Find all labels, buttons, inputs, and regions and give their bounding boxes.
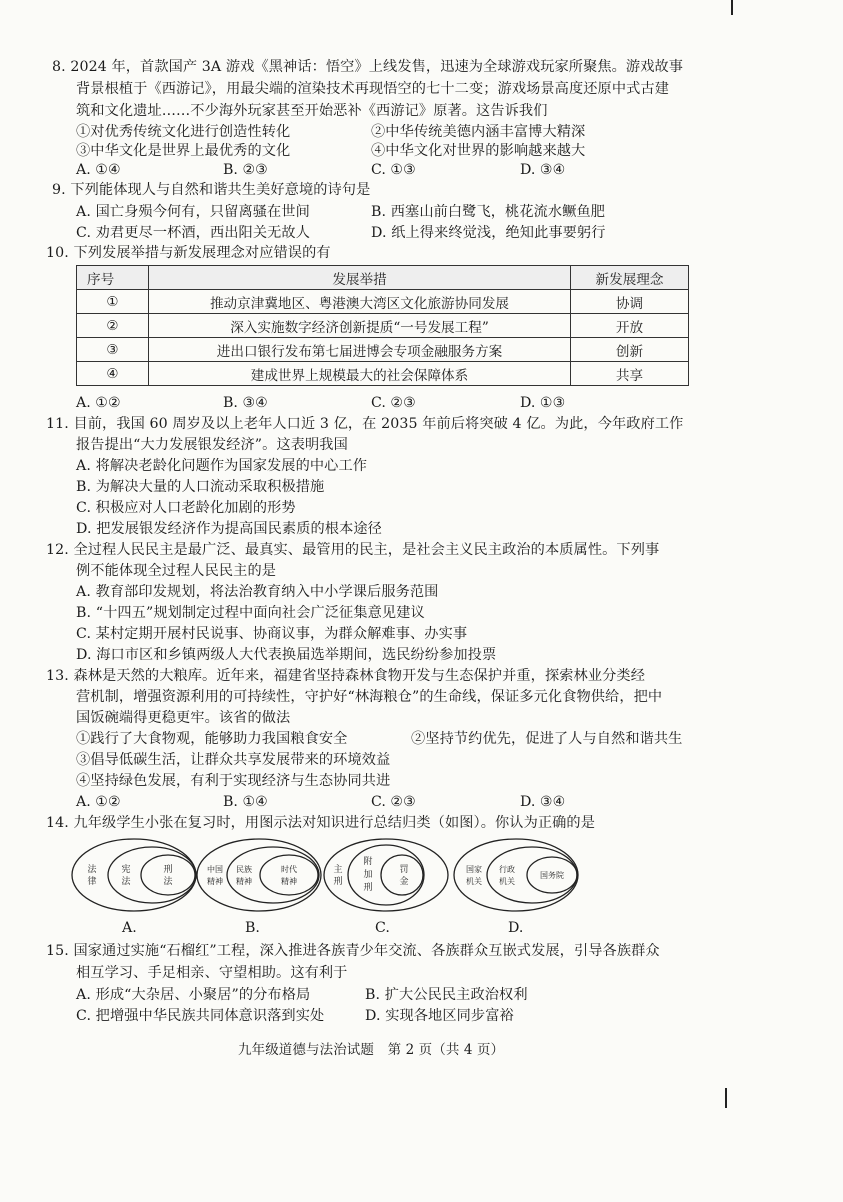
diagram-b-inner-label: 精神: [281, 877, 297, 886]
q14-diagram-a: [70, 835, 200, 915]
scan-mark-top: [731, 0, 733, 15]
q14-choice-a: A.: [122, 920, 137, 936]
table-cell: 建成世界上规模最大的社会保障体系: [149, 362, 571, 386]
table-row: [77, 362, 689, 386]
diagram-c-inner-label: 罚: [399, 865, 409, 875]
q14-diagram-d: [452, 835, 582, 915]
table-cell: ①: [77, 290, 149, 314]
q9-choice-c: C. 劝君更尽一杯酒，西出阳关无故人: [76, 225, 310, 241]
q8-stem-line3: 筑和文化遗址……不少海外玩家甚至开始恶补《西游记》原著。这告诉我们: [76, 103, 548, 119]
q9-stem: 9. 下列能体现人与自然和谐共生美好意境的诗句是: [52, 182, 371, 198]
diagram-b-middle-label: 精神: [236, 877, 252, 886]
q10-stem: 10. 下列发展举措与新发展理念对应错误的有: [46, 245, 331, 261]
q14-diagram-c: [322, 835, 452, 915]
q13-option-1: ①践行了大食物观，能够助力我国粮食安全: [76, 731, 348, 747]
table-header-row: [77, 266, 689, 290]
table-cell: 创新: [571, 338, 689, 362]
q13-choice-b: B. ①④: [223, 794, 268, 810]
diagram-d-outer-label: 机关: [466, 877, 482, 886]
q10-choice-d: D. ①③: [520, 395, 566, 411]
q8-option-3: ③中华文化是世界上最优秀的文化: [76, 143, 291, 159]
q14-choice-b: B.: [245, 920, 260, 936]
q8-choice-d: D. ③④: [520, 162, 566, 178]
q12-choice-d: D. 海口市区和乡镇两级人大代表换届选举期间，选民纷纷参加投票: [76, 647, 497, 663]
table-cell: 共享: [571, 362, 689, 386]
table-header-cell: 序号: [77, 266, 149, 290]
diagram-b-outer-label: 精神: [207, 877, 223, 886]
diagram-c-outer-label: 刑: [333, 877, 343, 887]
table-header-cell: 发展举措: [149, 266, 571, 290]
table-row: [77, 290, 689, 314]
q8-choice-c: C. ①③: [371, 162, 416, 178]
diagram-a-middle-label: 宪: [121, 865, 131, 875]
q11-choice-d: D. 把发展银发经济作为提高国民素质的根本途径: [76, 521, 382, 537]
q14-stem: 14. 九年级学生小张在复习时，用图示法对知识进行总结归类（如图）。你认为正确的是: [46, 815, 596, 831]
q12-stem-line2: 例不能体现全过程人民民主的是: [76, 563, 277, 579]
q14-choice-d: D.: [508, 920, 524, 936]
q15-stem-line2: 相互学习、手足相亲、守望相助。这有利于: [76, 965, 348, 981]
q15-choice-c: C. 把增强中华民族共同体意识落到实处: [76, 1008, 325, 1024]
q13-option-2: ②坚持节约优先，促进了人与自然和谐共生: [411, 731, 683, 747]
diagram-a-middle-label: 法: [121, 877, 131, 887]
q8-stem-line1: 8. 2024 年，首款国产 3A 游戏《黑神话：悟空》上线发售，迅速为全球游戏玩家所聚焦。游戏故事: [52, 59, 684, 75]
q8-option-2: ②中华传统美德内涵丰富博大精深: [371, 124, 586, 140]
q10-table: [76, 265, 689, 386]
diagram-b-outer-label: 中国: [207, 865, 223, 874]
q8-option-4: ④中华文化对世界的影响越来越大: [371, 143, 586, 159]
q11-choice-c: C. 积极应对人口老龄化加剧的形势: [76, 500, 296, 516]
q11-choice-b: B. 为解决大量的人口流动采取积极措施: [76, 479, 325, 495]
q13-option-4: ④坚持绿色发展，有利于实现经济与生态协同共进: [76, 773, 391, 789]
table-cell: 协调: [571, 290, 689, 314]
diagram-d-middle-label: 机关: [499, 877, 515, 886]
table-cell: 推动京津冀地区、粤港澳大湾区文化旅游协同发展: [149, 290, 571, 314]
diagram-c-middle-label: 附: [363, 857, 373, 867]
q13-choice-d: D. ③④: [520, 794, 566, 810]
diagram-d-inner-label: 国务院: [540, 871, 564, 880]
table-row: [77, 314, 689, 338]
q15-choice-a: A. 形成“大杂居、小聚居”的分布格局: [76, 987, 311, 1003]
q13-stem-line2: 营机制，增强资源利用的可持续性，守护好“林海粮仓”的生命线，保证多元化食物供给，把中: [76, 689, 663, 705]
q9-choice-d: D. 纸上得来终觉浅，绝知此事要躬行: [371, 225, 606, 241]
diagram-c-inner-label: 金: [399, 877, 409, 887]
diagram-d-outer-label: 国家: [466, 865, 482, 874]
diagram-a-inner-label: 法: [163, 877, 173, 887]
diagram-b-middle-label: 民族: [236, 865, 252, 874]
q12-stem-line1: 12. 全过程人民民主是最广泛、最真实、最管用的民主，是社会主义民主政治的本质属性。下列事: [46, 542, 660, 558]
q10-choice-c: C. ②③: [371, 395, 416, 411]
table-cell: 进出口银行发布第七届进博会专项金融服务方案: [149, 338, 571, 362]
q12-choice-c: C. 某村定期开展村民说事、协商议事，为群众解难事、办实事: [76, 626, 468, 642]
q10-choice-a: A. ①②: [76, 395, 121, 411]
q8-choice-a: A. ①④: [76, 162, 121, 178]
diagram-a-outer-label: 律: [87, 877, 97, 887]
table-row: [77, 338, 689, 362]
q8-stem-line2: 背景根植于《西游记》，用最尖端的渲染技术再现悟空的七十二变；游戏场景高度还原中式古建: [76, 81, 669, 97]
diagram-a-inner-label: 刑: [163, 865, 173, 875]
q13-choice-c: C. ②③: [371, 794, 416, 810]
q14-choice-c: C.: [375, 920, 390, 936]
q11-stem-line2: 报告提出“大力发展银发经济”。这表明我国: [76, 437, 348, 453]
scan-mark-bottom: [725, 1088, 727, 1108]
q9-choice-b: B. 西塞山前白鹭飞，桃花流水鳜鱼肥: [371, 204, 606, 220]
q13-stem-line1: 13. 森林是天然的大粮库。近年来，福建省坚持森林食物开发与生态保护并重，探索林业分类经: [46, 668, 645, 684]
diagram-b-inner-label: 时代: [281, 865, 297, 874]
q15-stem-line1: 15. 国家通过实施“石榴红”工程，深入推进各族青少年交流、各族群众互嵌式发展，引导各族群众: [46, 943, 660, 959]
q8-option-1: ①对优秀传统文化进行创造性转化: [76, 124, 291, 140]
table-cell: 深入实施数字经济创新提质“一号发展工程”: [149, 314, 571, 338]
q14-diagram-b: [195, 835, 325, 915]
table-cell: ④: [77, 362, 149, 386]
diagram-c-middle-label: 加: [363, 870, 373, 880]
q11-choice-a: A. 将解决老龄化问题作为国家发展的中心工作: [76, 458, 368, 474]
diagram-c-middle-label: 刑: [363, 883, 373, 893]
q13-stem-line3: 国饭碗端得更稳更牢。该省的做法: [76, 710, 291, 726]
q15-choice-d: D. 实现各地区同步富裕: [365, 1008, 514, 1024]
q13-choice-a: A. ①②: [76, 794, 121, 810]
table-cell: ③: [77, 338, 149, 362]
q15-choice-b: B. 扩大公民民主政治权利: [365, 987, 528, 1003]
q12-choice-b: B. “十四五”规划制定过程中面向社会广泛征集意见建议: [76, 605, 425, 621]
diagram-c-outer-label: 主: [333, 865, 343, 875]
diagram-a-outer-label: 法: [87, 865, 97, 875]
table-cell: ②: [77, 314, 149, 338]
diagram-d-middle-label: 行政: [499, 865, 515, 874]
q10-choice-b: B. ③④: [223, 395, 268, 411]
q11-stem-line1: 11. 目前，我国 60 周岁及以上老年人口近 3 亿，在 2035 年前后将突破 4 亿。为此，今年政府工作: [46, 416, 684, 432]
table-header-cell: 新发展理念: [571, 266, 689, 290]
table-cell: 开放: [571, 314, 689, 338]
q12-choice-a: A. 教育部印发规划，将法治教育纳入中小学课后服务范围: [76, 584, 439, 600]
q8-choice-b: B. ②③: [223, 162, 268, 178]
page-footer: 九年级道德与法治试题 第 2 页（共 4 页）: [238, 1042, 505, 1058]
q9-choice-a: A. 国亡身殒今何有，只留离骚在世间: [76, 204, 310, 220]
q13-option-3: ③倡导低碳生活，让群众共享发展带来的环境效益: [76, 752, 391, 768]
